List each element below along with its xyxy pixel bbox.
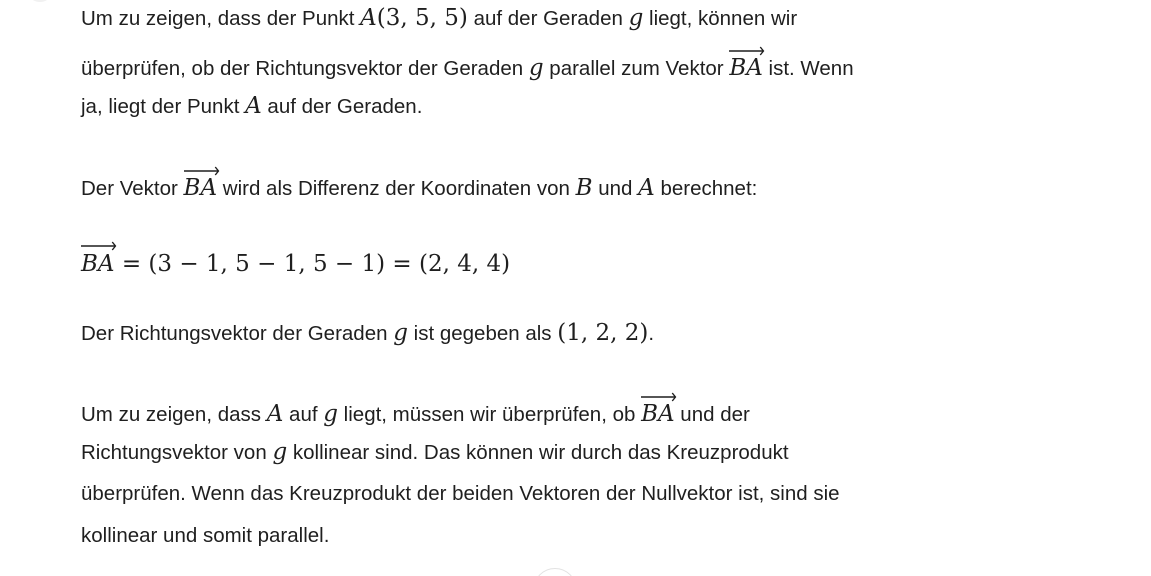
text: überprüfen. Wenn das Kreuzprodukt der beiden Vektoren der Nullvektor ist, sind sie [81, 482, 840, 505]
scroll-down-button[interactable] [533, 568, 577, 576]
math-point: A [266, 401, 284, 427]
text: auf der Geraden [467, 7, 629, 30]
text: auf der Geraden. [261, 95, 423, 118]
math-point: A [245, 93, 262, 119]
text: . [648, 322, 655, 345]
text: wird als Differenz der Koordinaten von [217, 177, 576, 200]
text: liegt, müssen wir überprüfen, ob [337, 403, 642, 426]
text: kollinear und somit parallel. [81, 524, 330, 547]
text: Um zu zeigen, dass [81, 403, 267, 426]
paragraph-line [81, 395, 750, 425]
vector-ba [81, 244, 115, 280]
text: und der [674, 403, 750, 426]
paragraph-direction-vector [81, 318, 654, 348]
vector-arrow-icon [641, 392, 677, 402]
vector-label: BA [729, 55, 763, 81]
text: auf [283, 403, 324, 426]
paragraph-line [81, 437, 789, 467]
math-point: B [575, 175, 593, 201]
vector-arrow-icon [81, 241, 117, 251]
math-variable: g [393, 320, 408, 346]
text: liegt, können wir [643, 7, 798, 30]
paragraph-line [81, 91, 422, 121]
text: Richtungsvektor von [81, 441, 273, 464]
paragraph-line [81, 521, 329, 551]
vector-label: BA [183, 175, 218, 201]
vector-arrow-icon [729, 46, 765, 56]
equation-rhs: = (3 − 1, 5 − 1, 5 − 1) = (2, 4, 4) [114, 251, 511, 277]
text: Um zu zeigen, dass der Punkt [81, 7, 361, 30]
math-variable: g [528, 55, 544, 81]
math-variable: g [323, 401, 338, 427]
math-vector: (1, 2, 2) [557, 320, 649, 346]
paragraph-line [81, 49, 854, 79]
math-point: A [360, 5, 377, 31]
paragraph-line [81, 3, 797, 33]
math-point: A [638, 175, 655, 201]
text: ja, liegt der Punkt [81, 95, 246, 118]
vector-label: BA [641, 401, 675, 427]
vector-ba [729, 49, 763, 83]
vector-ba [184, 169, 218, 203]
math-variable: g [628, 5, 644, 31]
text: Der Richtungsvektor der Geraden [81, 322, 394, 345]
vector-label: BA [81, 251, 115, 277]
text: ist gegeben als [407, 322, 558, 345]
equation-ba [81, 244, 510, 276]
paragraph-line [81, 479, 840, 509]
text: und [592, 177, 639, 200]
text: Der Vektor [81, 177, 184, 200]
text: parallel zum Vektor [543, 57, 730, 80]
vector-arrow-icon [184, 166, 220, 176]
paragraph-difference [81, 169, 757, 199]
text: überprüfen, ob der Richtungsvektor der Geraden [81, 57, 529, 80]
text: ist. Wenn [762, 57, 854, 80]
vector-ba [641, 395, 675, 429]
avatar [30, 0, 50, 2]
math-coordinates: (3, 5, 5) [376, 5, 468, 31]
text: berechnet: [654, 177, 758, 200]
math-variable: g [272, 439, 288, 465]
text: kollinear sind. Das können wir durch das Kreuzprodukt [287, 441, 789, 464]
